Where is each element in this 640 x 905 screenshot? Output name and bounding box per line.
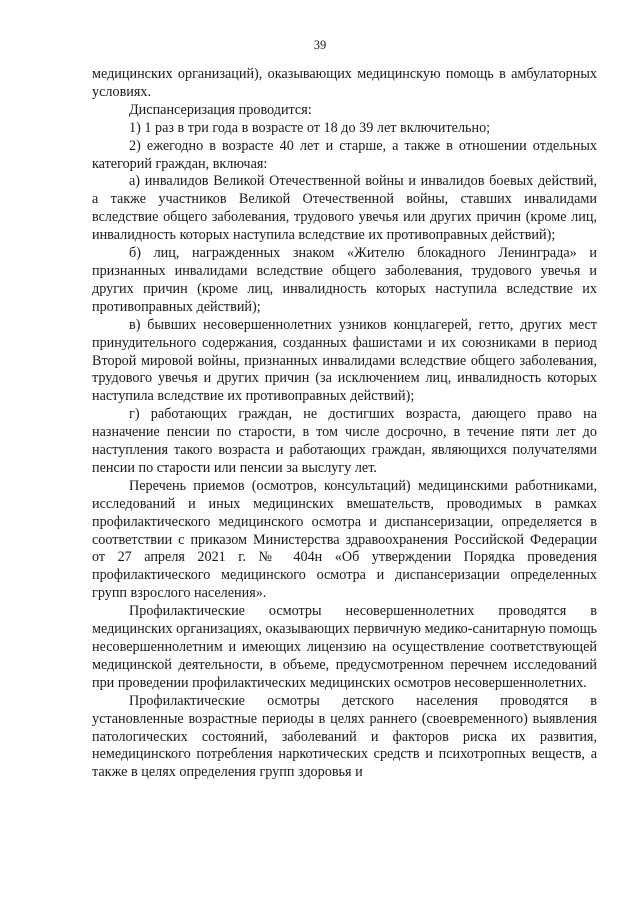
document-body [92, 66, 597, 782]
list-item-v: в) бывших несовершеннолетних узников концлагерей, гетто, других мест принудительного содержания, созданных фашистами и их союзниками в период Второй мировой войны, признанных инвалидами вследствие общего заболевания, трудового увечья и других причин (за исключением лиц, инвалидность которых наступила вследствие их противоправных действий); [92, 316, 597, 405]
list-item-1: 1) 1 раз в три года в возрасте от 18 до 39 лет включительно; [129, 119, 491, 136]
list-item-a: а) инвалидов Великой Отечественной войны и инвалидов боевых действий, а также участников Великой Отечественной войны, ставших инвалидами вследствие общего заболевания, трудового увечья или других причин (кроме лиц, инвалидность которых наступила вследствие их противоправных действий); [92, 173, 597, 244]
list-item-g: г) работающих граждан, не достигших возраста, дающего право на назначение пенсии по старости, в том числе досрочно, в течение пяти лет до наступления такого возраста и работающих граждан, являющихся получателями пенсии по старости или пенсии за выслугу лет. [92, 406, 597, 476]
paragraph-continuation: медицинских организаций), оказывающих медицинскую помощь в амбулаторных условиях. [92, 66, 597, 100]
paragraph-dispensarization-intro: Диспансеризация проводится: [129, 101, 312, 118]
paragraph-minors-exams: Профилактические осмотры несовершеннолетних проводятся в медицинских организациях, оказывающих первичную медико-санитарную помощь несовершеннолетним и имеющих лицензию на осуществление соответствующей медицинской деятельности, в объеме, предусмотренном перечнем исследований при проведении профилактических медицинских осмотров несовершеннолетних. [92, 603, 597, 691]
list-item-b: б) лиц, награжденных знаком «Жителю блокадного Ленинграда» и признанных инвалидами вследствие общего заболевания, трудового увечья и других причин (кроме лиц, инвалидность которых наступила вследствие их противоправных действий); [92, 245, 597, 315]
page-number: 39 [313, 38, 327, 52]
paragraph-exam-list: Перечень приемов (осмотров, консультаций) медицинскими работниками, исследований и иных медицинских вмешательств, проводимых в рамках профилактического медицинского осмотра и диспансеризации, определяется в соответствии с приказом Министерства здравоохранения Российской Федерации от 27 апреля 2021 г. № 404н «Об утверждении Порядка проведения профилактического медицинского осмотра и диспансеризации определенных групп взрослого населения». [92, 477, 597, 602]
paragraph-children-exams: Профилактические осмотры детского населения проводятся в установленные возрастные периоды в целях раннего (своевременного) выявления патологических состояний, заболеваний и факторов риска их развития, немедицинского потребления наркотических средств и психотропных веществ, а также в целях определения групп здоровья и [92, 692, 597, 781]
list-item-2: 2) ежегодно в возрасте 40 лет и старше, а также в отношении отдельных категорий граждан, включая: [92, 137, 597, 172]
